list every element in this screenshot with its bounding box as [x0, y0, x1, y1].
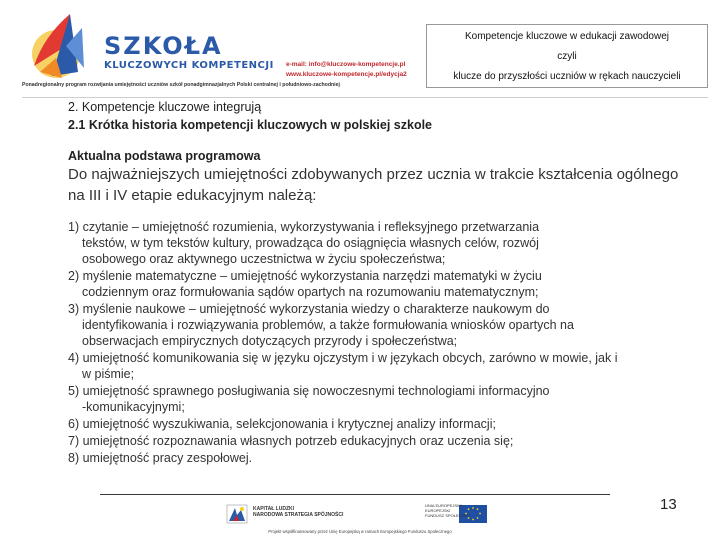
list-item-first-line: 8) umiejętność pracy zespołowej. [68, 451, 253, 465]
list-item-continuation: -komunikacyjnymi; [82, 400, 185, 414]
footer-divider [100, 494, 610, 495]
list-item-first-line: 5) umiejętność sprawnego posługiwania się nowoczesnymi technologiami informacyjno [68, 384, 550, 398]
list-item-first-line: 3) myślenie naukowe – umiejętność wykorzystania wiedzy o charakterze naukowym do [68, 302, 550, 316]
header-box-line-1: Kompetencje kluczowe w edukacji zawodowej [465, 31, 669, 42]
list-item-continuation: obserwacjach empirycznych dotyczących przyrody i społeczeństwa; [82, 334, 458, 348]
eu-line-1: UNIA EUROPEJSKA [425, 503, 463, 508]
logo-subtitle: KLUCZOWYCH KOMPETENCJI [104, 60, 274, 71]
list-item-first-line: 2) myślenie matematyczne – umiejętność wykorzystania narzędzi matematyki w życiu [68, 269, 542, 283]
logo-title: SZKOŁA [104, 32, 223, 60]
header-box-line-2: czyli [557, 51, 577, 62]
key-competences-logo-icon [22, 6, 98, 84]
program-strip [22, 82, 420, 89]
list-item [68, 301, 688, 349]
footer-logos [225, 500, 495, 540]
header-divider [22, 97, 708, 98]
list-item-continuation: osobowego oraz aktywnego uczestnictwa w życiu społeczeństwa; [82, 252, 446, 266]
list-item-first-line: 6) umiejętność wyszukiwania, selekcjonowania i krytycznej analizy informacji; [68, 417, 496, 431]
page-number: 13 [660, 496, 677, 513]
kapital-ludzki-text [253, 506, 343, 518]
list-item [68, 383, 688, 415]
list-item-continuation: codziennym oraz formułowania sądów opartych na rozumowaniu matematycznym; [82, 285, 539, 299]
list-item [68, 219, 688, 267]
list-item [68, 416, 688, 432]
list-item [68, 433, 688, 449]
logo-website: www.kluczowe-kompetencje.pl/edycja2 [286, 71, 407, 78]
list-item [68, 268, 688, 300]
list-item-continuation: tekstów, w tym tekstów kultury, prowadząca do osiągnięcia własnych celów, rozwój [82, 236, 539, 250]
school-logo [22, 6, 420, 84]
program-line: Ponadregionalny program rozwijania umiejętności uczniów szkół ponadgimnazjalnych Polski centralnej i południowo-zachodniej [22, 82, 340, 88]
kapital-ludzki-line-1: KAPITAŁ LUDZKI [253, 506, 295, 512]
list-item-continuation: w piśmie; [82, 367, 135, 381]
logo-contact [286, 60, 407, 80]
list-item [68, 350, 688, 382]
curriculum-heading: Aktualna podstawa programowa [68, 149, 261, 163]
section-title: 2.1 Krótka historia kompetencji kluczowych w polskiej szkole [68, 118, 433, 132]
eu-text [425, 503, 469, 518]
header-box-line-3: klucze do przyszłości uczniów w rękach nauczycieli [453, 71, 681, 82]
logo-email: e-mail: info@kluczowe-kompetencje.pl [286, 61, 406, 68]
header-title-box [426, 24, 708, 88]
competence-list [68, 219, 688, 467]
kapital-ludzki-line-2: NARODOWA STRATEGIA SPÓJNOŚCI [253, 512, 344, 518]
list-item-first-line: 1) czytanie – umiejętność rozumienia, wykorzystywania i refleksyjnego przetwarzania [68, 220, 540, 234]
intro-paragraph: Do najważniejszych umiejętności zdobywanych przez ucznia w trakcie kształcenia ogólnego na III i IV etapie edukacyjnym należą: [68, 166, 679, 204]
eu-line-2: EUROPEJSKI [425, 508, 451, 513]
list-item-first-line: 4) umiejętność komunikowania się w języku ojczystym i w językach obcych, zarówno w mowie, jak i [68, 351, 618, 365]
section-number: 2. Kompetencje kluczowe integrują [68, 100, 262, 114]
list-item [68, 450, 688, 466]
list-item-first-line: 7) umiejętność rozpoznawania własnych potrzeb edukacyjnych oraz uczenia się; [68, 434, 514, 448]
footer-caption: Projekt współfinansowany przez Unię Europejską w ramach Europejskiego Funduszu Społecznego [268, 529, 452, 534]
list-item-continuation: identyfikowania i rozwiązywania problemów, a także formułowania wniosków opartych na [82, 318, 574, 332]
eu-line-3: FUNDUSZ SPOŁECZNY [425, 513, 470, 518]
